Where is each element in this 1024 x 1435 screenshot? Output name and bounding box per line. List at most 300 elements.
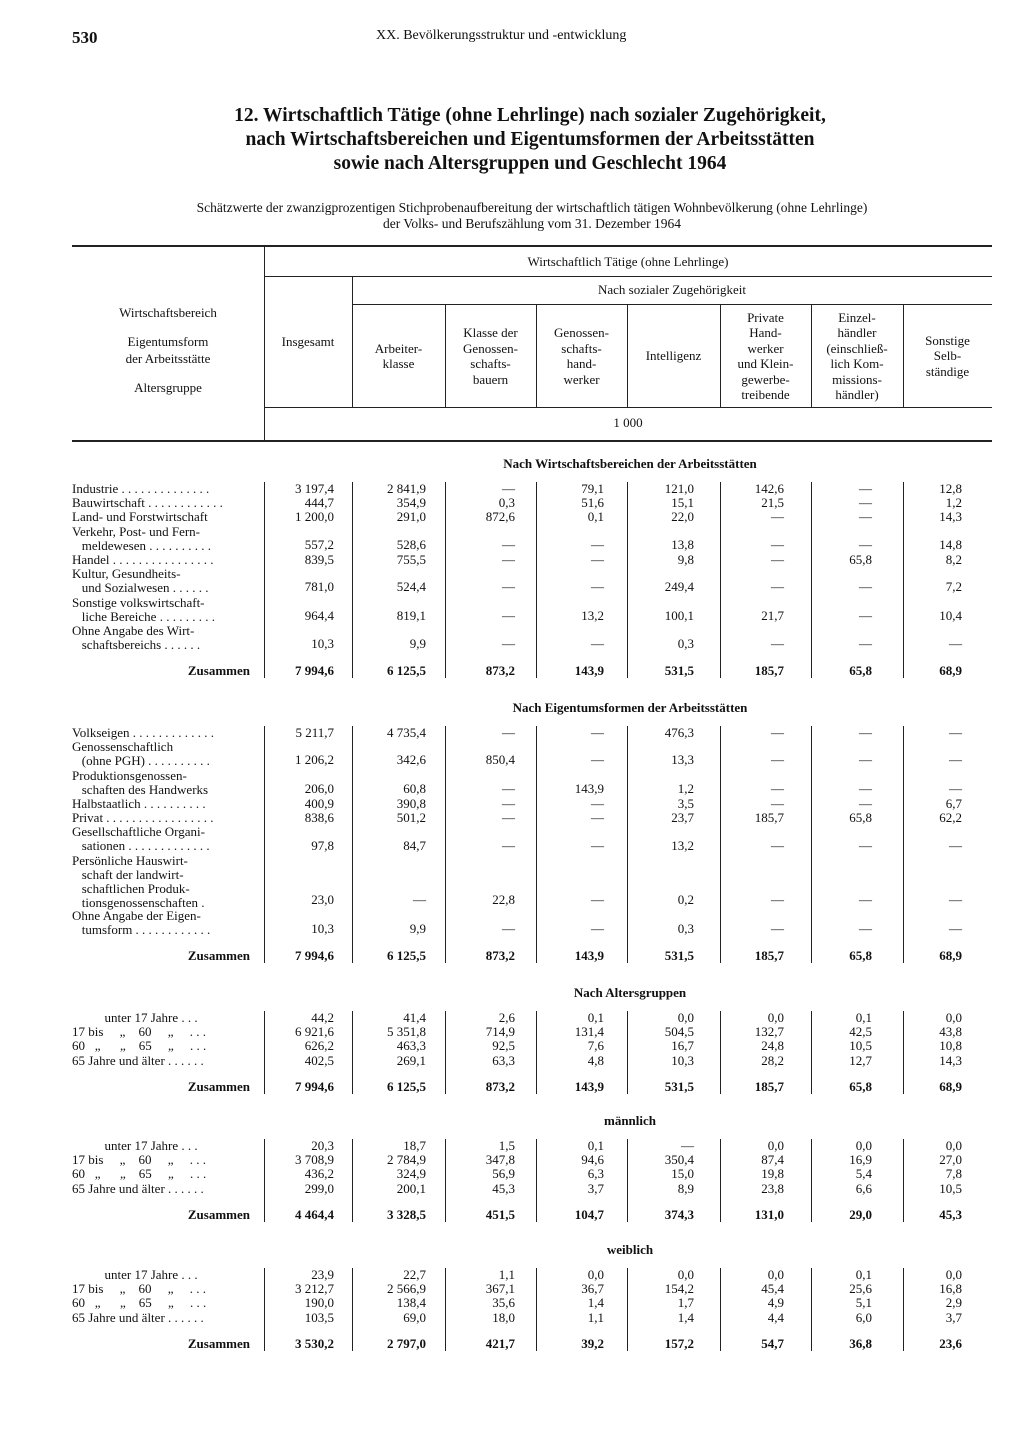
column-rule <box>536 1139 537 1222</box>
total-cell: 873,2 <box>485 948 515 963</box>
column-rule <box>811 1139 812 1222</box>
table-cell: 185,7 <box>754 810 784 826</box>
table-cell: 65,8 <box>849 810 872 826</box>
table-cell: 13,3 <box>671 752 694 768</box>
table-cell: 5 211,7 <box>295 725 334 740</box>
row-label-line: 60 „ „ 65 „ . . . <box>72 1295 207 1311</box>
table-cell: — <box>859 837 872 853</box>
total-cell: 68,9 <box>939 948 962 963</box>
row-label-line: Gesellschaftliche Organi- <box>72 824 205 840</box>
table-cell: 6,7 <box>945 796 962 811</box>
table-cell: 6,3 <box>587 1166 604 1182</box>
table-cell: 299,0 <box>304 1180 334 1196</box>
table-cell: 463,3 <box>396 1038 426 1054</box>
table-cell: 138,4 <box>396 1295 426 1311</box>
table-cell: 13,2 <box>581 607 604 623</box>
table-cell: — <box>949 725 962 740</box>
table-cell: — <box>949 892 962 908</box>
total-cell: 39,2 <box>581 1335 604 1351</box>
row-label <box>72 1182 204 1196</box>
col-private-handwerker-header <box>720 310 811 403</box>
column-rule <box>536 1011 537 1094</box>
note-line: Schätzwerte der zwanzigprozentigen Stichprobenaufbereitung der wirtschaftlich tätigen Wohnbevölkerung (ohne Lehrlinge) <box>196 200 868 215</box>
header-stub <box>72 304 264 396</box>
table-cell: 142,6 <box>754 481 784 496</box>
table-cell: 291,0 <box>396 509 426 525</box>
table-cell: 16,8 <box>939 1281 962 1297</box>
section-title: Nach Wirtschaftsbereichen der Arbeitsstätten <box>503 456 757 471</box>
table-cell: 41,4 <box>403 1010 426 1025</box>
row-label <box>72 525 211 553</box>
table-cell: 12,7 <box>849 1052 872 1068</box>
table-cell: — <box>502 481 515 496</box>
table-cell: 103,5 <box>304 1309 334 1325</box>
col-genossenschaftshandwerker-header <box>536 325 627 387</box>
table-cell: 819,1 <box>396 607 426 623</box>
table-cell: 4,9 <box>767 1295 784 1311</box>
table-cell: 0,0 <box>677 1010 694 1025</box>
title-line: 12. Wirtschaftlich Tätige (ohne Lehrlinge) nach sozialer Zugehörigkeit, <box>234 105 826 126</box>
table-cell: 0,3 <box>498 495 515 511</box>
row-label-line: liche Bereiche . . . . . . . . . <box>72 608 215 624</box>
row-label-line: 17 bis „ 60 „ . . . <box>72 1024 206 1040</box>
row-label <box>72 797 206 811</box>
column-header-line: gewerbe- <box>741 371 790 387</box>
table-cell: 10,5 <box>849 1038 872 1054</box>
total-cell: 7 994,6 <box>295 1078 334 1094</box>
table-cell: 1,4 <box>587 1295 604 1311</box>
table-cell: — <box>859 752 872 768</box>
table-cell: 79,1 <box>581 481 604 496</box>
table-cell: 94,6 <box>581 1152 604 1168</box>
table-cell: 14,3 <box>939 1052 962 1068</box>
table-cell: 2,9 <box>945 1295 962 1311</box>
table-cell: 839,5 <box>304 552 334 567</box>
column-rule <box>352 482 353 678</box>
table-cell: 10,3 <box>311 920 334 936</box>
table-cell: 1,2 <box>677 780 694 796</box>
col-arbeiterklasse-header <box>352 341 445 372</box>
table-cell: — <box>771 780 784 796</box>
row-label <box>72 1139 198 1153</box>
column-rule <box>627 726 628 963</box>
table-cell: 4,8 <box>587 1052 604 1068</box>
row-label-line: 17 bis „ 60 „ . . . <box>72 1152 206 1168</box>
table-cell: 402,5 <box>304 1052 334 1068</box>
column-rule <box>445 726 446 963</box>
table-title <box>90 104 970 176</box>
column-rule <box>352 726 353 963</box>
row-label-line: Halbstaatlich . . . . . . . . . . <box>72 796 206 811</box>
table-cell: — <box>859 495 872 511</box>
stub-label: Altersgruppe <box>134 380 202 395</box>
table-cell: 65,8 <box>849 552 872 567</box>
row-label <box>72 740 210 768</box>
table-cell: 10,3 <box>311 636 334 652</box>
table-cell: 0,0 <box>945 1267 962 1282</box>
table-cell: — <box>591 636 604 652</box>
table-cell: 444,7 <box>304 495 334 511</box>
table-cell: 22,7 <box>403 1267 426 1282</box>
table-cell: 27,0 <box>939 1152 962 1168</box>
column-rule <box>903 482 904 678</box>
table-cell: — <box>591 752 604 768</box>
row-label-line: Land- und Forstwirtschaft <box>72 509 208 525</box>
table-cell: 0,0 <box>945 1010 962 1025</box>
total-cell: 104,7 <box>574 1206 604 1222</box>
table-cell: 1 206,2 <box>295 752 334 768</box>
row-label-line: 60 „ „ 65 „ . . . <box>72 1038 207 1054</box>
title-line: nach Wirtschaftsbereichen und Eigentumsformen der Arbeitsstätten <box>245 129 815 150</box>
column-header-line: ständige <box>925 363 970 379</box>
table-cell: 1,1 <box>587 1309 604 1325</box>
table-cell: 87,4 <box>761 1152 784 1168</box>
table-cell: 7,6 <box>587 1038 604 1054</box>
column-rule <box>811 1268 812 1351</box>
table-cell: — <box>502 920 515 936</box>
column-rule <box>720 1268 721 1351</box>
row-label-line: 65 Jahre und älter . . . . . . <box>72 1180 204 1196</box>
section-title: Nach Altersgruppen <box>573 985 687 1000</box>
table-cell: 524,4 <box>396 579 426 595</box>
table-cell: 45,4 <box>761 1281 784 1297</box>
header-unit-rule <box>264 407 992 408</box>
table-cell: 19,8 <box>761 1166 784 1182</box>
column-header-line: händler) <box>835 387 879 402</box>
table-cell: — <box>502 810 515 826</box>
table-cell: 7,2 <box>945 579 962 595</box>
table-cell: 367,1 <box>485 1281 515 1297</box>
row-label <box>72 1167 206 1181</box>
total-cell: 374,3 <box>664 1206 694 1222</box>
col-sonstige-selbstaendige-header <box>903 333 992 380</box>
table-cell: 400,9 <box>304 796 334 811</box>
table-cell: 13,8 <box>671 536 694 552</box>
table-cell: 6 921,6 <box>295 1024 334 1040</box>
table-cell: — <box>771 509 784 525</box>
row-label-line: 60 „ „ 65 „ . . . <box>72 1166 207 1182</box>
total-cell: 131,0 <box>754 1206 784 1222</box>
total-cell: 3 328,5 <box>387 1206 426 1222</box>
total-label: Zusammen <box>187 1206 250 1222</box>
column-rule <box>536 726 537 963</box>
table-cell: — <box>771 892 784 908</box>
column-rule <box>811 482 812 678</box>
column-rule <box>536 482 537 678</box>
table-cell: — <box>502 607 515 623</box>
table-cell: 3 212,7 <box>295 1281 334 1297</box>
table-cell: — <box>859 725 872 740</box>
column-rule <box>811 1011 812 1094</box>
table-cell: — <box>413 892 426 908</box>
total-label: Zusammen <box>187 663 250 679</box>
header-top-rule <box>72 245 992 247</box>
table-cell: — <box>502 636 515 652</box>
column-header-line: schafts- <box>561 340 602 356</box>
table-cell: 3 708,9 <box>295 1152 334 1168</box>
table-cell: 557,2 <box>304 536 334 552</box>
table-cell: — <box>502 536 515 552</box>
column-rule <box>264 1011 265 1094</box>
table-cell: 23,9 <box>311 1267 334 1282</box>
row-label-line: Privat . . . . . . . . . . . . . . . . . <box>72 810 214 826</box>
table-cell: 3 197,4 <box>295 481 334 496</box>
table-cell: — <box>949 752 962 768</box>
table-cell: 5,1 <box>855 1295 872 1311</box>
column-rule <box>536 1268 537 1351</box>
row-label <box>72 1268 198 1282</box>
table-cell: 436,2 <box>304 1166 334 1182</box>
row-label-line: tumsform . . . . . . . . . . . . <box>72 921 211 937</box>
table-cell: 23,7 <box>671 810 694 826</box>
header-subgroup-rule <box>352 304 992 305</box>
table-cell: — <box>859 796 872 811</box>
table-cell: 781,0 <box>304 579 334 595</box>
total-cell: 531,5 <box>664 1078 694 1094</box>
table-cell: 51,6 <box>581 495 604 511</box>
column-rule <box>445 1011 446 1094</box>
column-rule <box>720 726 721 963</box>
table-cell: 42,5 <box>849 1024 872 1040</box>
table-cell: — <box>859 579 872 595</box>
table-cell: 10,8 <box>939 1038 962 1054</box>
table-cell: 1,1 <box>498 1267 515 1282</box>
table-cell: — <box>859 920 872 936</box>
table-cell: 24,8 <box>761 1038 784 1054</box>
table-cell: — <box>859 536 872 552</box>
table-cell: 324,9 <box>396 1166 426 1182</box>
row-label <box>72 1039 206 1053</box>
column-header-line: Hand- <box>749 325 782 340</box>
table-cell: 69,0 <box>403 1309 426 1325</box>
table-cell: 0,0 <box>677 1267 694 1282</box>
col-insgesamt-header <box>264 334 352 350</box>
table-cell: — <box>502 780 515 796</box>
table-cell: — <box>771 552 784 567</box>
column-header-line: lich Kom- <box>830 356 884 371</box>
column-rule <box>811 726 812 963</box>
total-cell: 143,9 <box>574 948 604 963</box>
table-cell: — <box>591 725 604 740</box>
column-header-line: händler <box>837 325 877 340</box>
row-label-line: Handel . . . . . . . . . . . . . . . . <box>72 552 214 567</box>
total-cell: 6 125,5 <box>387 1078 426 1094</box>
column-rule <box>720 1011 721 1094</box>
table-cell: — <box>502 579 515 595</box>
total-cell: 185,7 <box>754 948 784 963</box>
stub-label: der Arbeitsstätte <box>125 351 211 366</box>
row-label <box>72 553 214 567</box>
table-cell: 21,5 <box>761 495 784 511</box>
table-cell: 131,4 <box>574 1024 604 1040</box>
total-cell: 3 530,2 <box>295 1335 334 1351</box>
table-cell: 9,9 <box>409 920 426 936</box>
table-cell: 206,0 <box>304 780 334 796</box>
row-label <box>72 567 208 595</box>
table-cell: 10,5 <box>939 1180 962 1196</box>
total-cell: 157,2 <box>664 1335 694 1351</box>
row-label <box>72 1025 206 1039</box>
total-cell: 421,7 <box>485 1335 515 1351</box>
total-cell: 143,9 <box>574 663 604 679</box>
total-cell: 185,7 <box>754 1078 784 1094</box>
table-cell: 0,1 <box>855 1267 872 1282</box>
table-cell: 3,5 <box>677 796 694 811</box>
table-cell: — <box>502 725 515 740</box>
table-cell: — <box>591 796 604 811</box>
table-cell: 23,0 <box>311 892 334 908</box>
table-cell: 0,2 <box>677 892 694 908</box>
row-label <box>72 825 210 853</box>
table-cell: 714,9 <box>485 1024 515 1040</box>
table-cell: — <box>502 837 515 853</box>
table-cell: 21,7 <box>761 607 784 623</box>
table-cell: — <box>771 725 784 740</box>
column-header-line: Selb- <box>933 348 962 364</box>
table-cell: 0,1 <box>587 509 604 525</box>
note-line: der Volks- und Berufszählung vom 31. Dezember 1964 <box>383 216 681 231</box>
row-label-line: Kultur, Gesundheits- <box>72 566 181 582</box>
table-cell: 0,0 <box>945 1138 962 1153</box>
row-label <box>72 1054 204 1068</box>
row-label-line: Volkseigen . . . . . . . . . . . . . <box>72 725 215 740</box>
header-group-rule <box>264 276 992 277</box>
section-title: männlich <box>603 1113 656 1128</box>
total-cell: 4 464,4 <box>295 1206 334 1222</box>
total-cell: 23,6 <box>939 1335 962 1351</box>
row-label-line: (ohne PGH) . . . . . . . . . . <box>72 753 210 769</box>
table-cell: 354,9 <box>396 495 426 511</box>
row-label <box>72 1296 206 1310</box>
table-cell: — <box>949 837 962 853</box>
column-header-line: Insgesamt <box>281 334 335 350</box>
column-header-line: und Klein- <box>737 356 794 371</box>
row-label <box>72 1011 198 1025</box>
total-cell: 45,3 <box>939 1206 962 1222</box>
table-cell: 92,5 <box>492 1038 515 1054</box>
row-label-line: schaftlichen Produk- <box>72 880 190 896</box>
total-cell: 6 125,5 <box>387 663 426 679</box>
table-cell: 1,7 <box>677 1295 694 1311</box>
table-cell: 62,2 <box>939 810 962 826</box>
table-cell: 501,2 <box>396 810 426 826</box>
row-label <box>72 811 214 825</box>
row-label-line: 17 bis „ 60 „ . . . <box>72 1281 206 1297</box>
total-cell: 531,5 <box>664 663 694 679</box>
table-cell: 16,9 <box>849 1152 872 1168</box>
table-cell: 100,1 <box>664 607 694 623</box>
column-rule <box>352 1011 353 1094</box>
header-bottom-rule <box>72 440 992 442</box>
row-label <box>72 596 215 624</box>
table-cell: 2,6 <box>498 1010 515 1025</box>
stub-label: Eigentumsform <box>127 334 209 349</box>
column-rule <box>264 1139 265 1222</box>
row-label <box>72 482 209 496</box>
row-label-line: Genossenschaftlich <box>72 739 174 755</box>
table-note <box>72 200 992 232</box>
table-cell: 3,7 <box>945 1309 962 1325</box>
column-rule <box>264 1268 265 1351</box>
table-cell: 121,0 <box>664 481 694 496</box>
table-cell: 18,7 <box>403 1138 426 1153</box>
total-cell: 65,8 <box>849 948 872 963</box>
column-header-line: bauern <box>472 371 509 387</box>
table-cell: — <box>859 892 872 908</box>
table-cell: 0,1 <box>587 1010 604 1025</box>
row-label-line: schaften des Handwerks <box>72 781 209 797</box>
column-rule <box>627 1268 628 1351</box>
table-cell: 1,5 <box>498 1138 515 1153</box>
table-cell: 2 784,9 <box>387 1152 426 1168</box>
table-cell: 0,0 <box>767 1010 784 1025</box>
section-title: weiblich <box>606 1242 654 1257</box>
table-cell: — <box>771 636 784 652</box>
table-cell: 249,4 <box>664 579 694 595</box>
row-label <box>72 909 210 937</box>
table-cell: 14,8 <box>939 536 962 552</box>
total-cell: 29,0 <box>849 1206 872 1222</box>
row-label-line: Industrie . . . . . . . . . . . . . . <box>72 481 210 496</box>
table-cell: 16,7 <box>671 1038 694 1054</box>
table-cell: 4 735,4 <box>387 725 426 740</box>
table-cell: 84,7 <box>403 837 426 853</box>
table-cell: — <box>949 780 962 796</box>
table-cell: — <box>859 481 872 496</box>
column-header-line: Private <box>747 309 784 325</box>
table-cell: 15,1 <box>671 495 694 511</box>
column-header-line: missions- <box>832 371 882 387</box>
table-cell: 132,7 <box>754 1024 784 1040</box>
row-label <box>72 1153 206 1167</box>
table-cell: 347,8 <box>485 1152 515 1168</box>
table-cell: — <box>502 552 515 567</box>
table-cell: 28,2 <box>761 1052 784 1068</box>
row-label-line: Ohne Angabe der Eigen- <box>72 907 201 923</box>
row-label <box>72 1311 204 1325</box>
total-cell: 65,8 <box>849 1078 872 1094</box>
table-cell: 1,2 <box>945 495 962 511</box>
column-rule <box>903 1011 904 1094</box>
column-rule <box>720 1139 721 1222</box>
column-header-line: werker <box>563 371 600 387</box>
table-cell: — <box>591 536 604 552</box>
column-rule <box>903 726 904 963</box>
table-cell: 200,1 <box>396 1180 426 1196</box>
section-title: Nach Eigentumsformen der Arbeitsstätten <box>512 700 748 715</box>
table-cell: 0,0 <box>767 1267 784 1282</box>
table-cell: 35,6 <box>492 1295 515 1311</box>
column-header-line: treibende <box>741 387 790 402</box>
table-cell: 850,4 <box>485 752 515 768</box>
row-label-line: unter 17 Jahre . . . <box>72 1010 198 1025</box>
column-rule <box>352 1139 353 1222</box>
row-label-line: 65 Jahre und älter . . . . . . <box>72 1052 204 1068</box>
table-cell: — <box>771 796 784 811</box>
header-group: Wirtschaftlich Tätige (ohne Lehrlinge) <box>527 254 729 269</box>
total-cell: 7 994,6 <box>295 663 334 679</box>
column-header-line: schafts- <box>470 356 511 371</box>
table-cell: — <box>681 1138 694 1153</box>
table-cell: — <box>859 509 872 525</box>
table-cell: 9,8 <box>677 552 694 567</box>
total-label: Zusammen <box>187 1335 250 1351</box>
total-cell: 54,7 <box>761 1335 784 1351</box>
row-label-line: 65 Jahre und älter . . . . . . <box>72 1309 204 1325</box>
table-cell: 5,4 <box>855 1166 872 1182</box>
total-cell: 143,9 <box>574 1078 604 1094</box>
table-cell: 0,1 <box>855 1010 872 1025</box>
